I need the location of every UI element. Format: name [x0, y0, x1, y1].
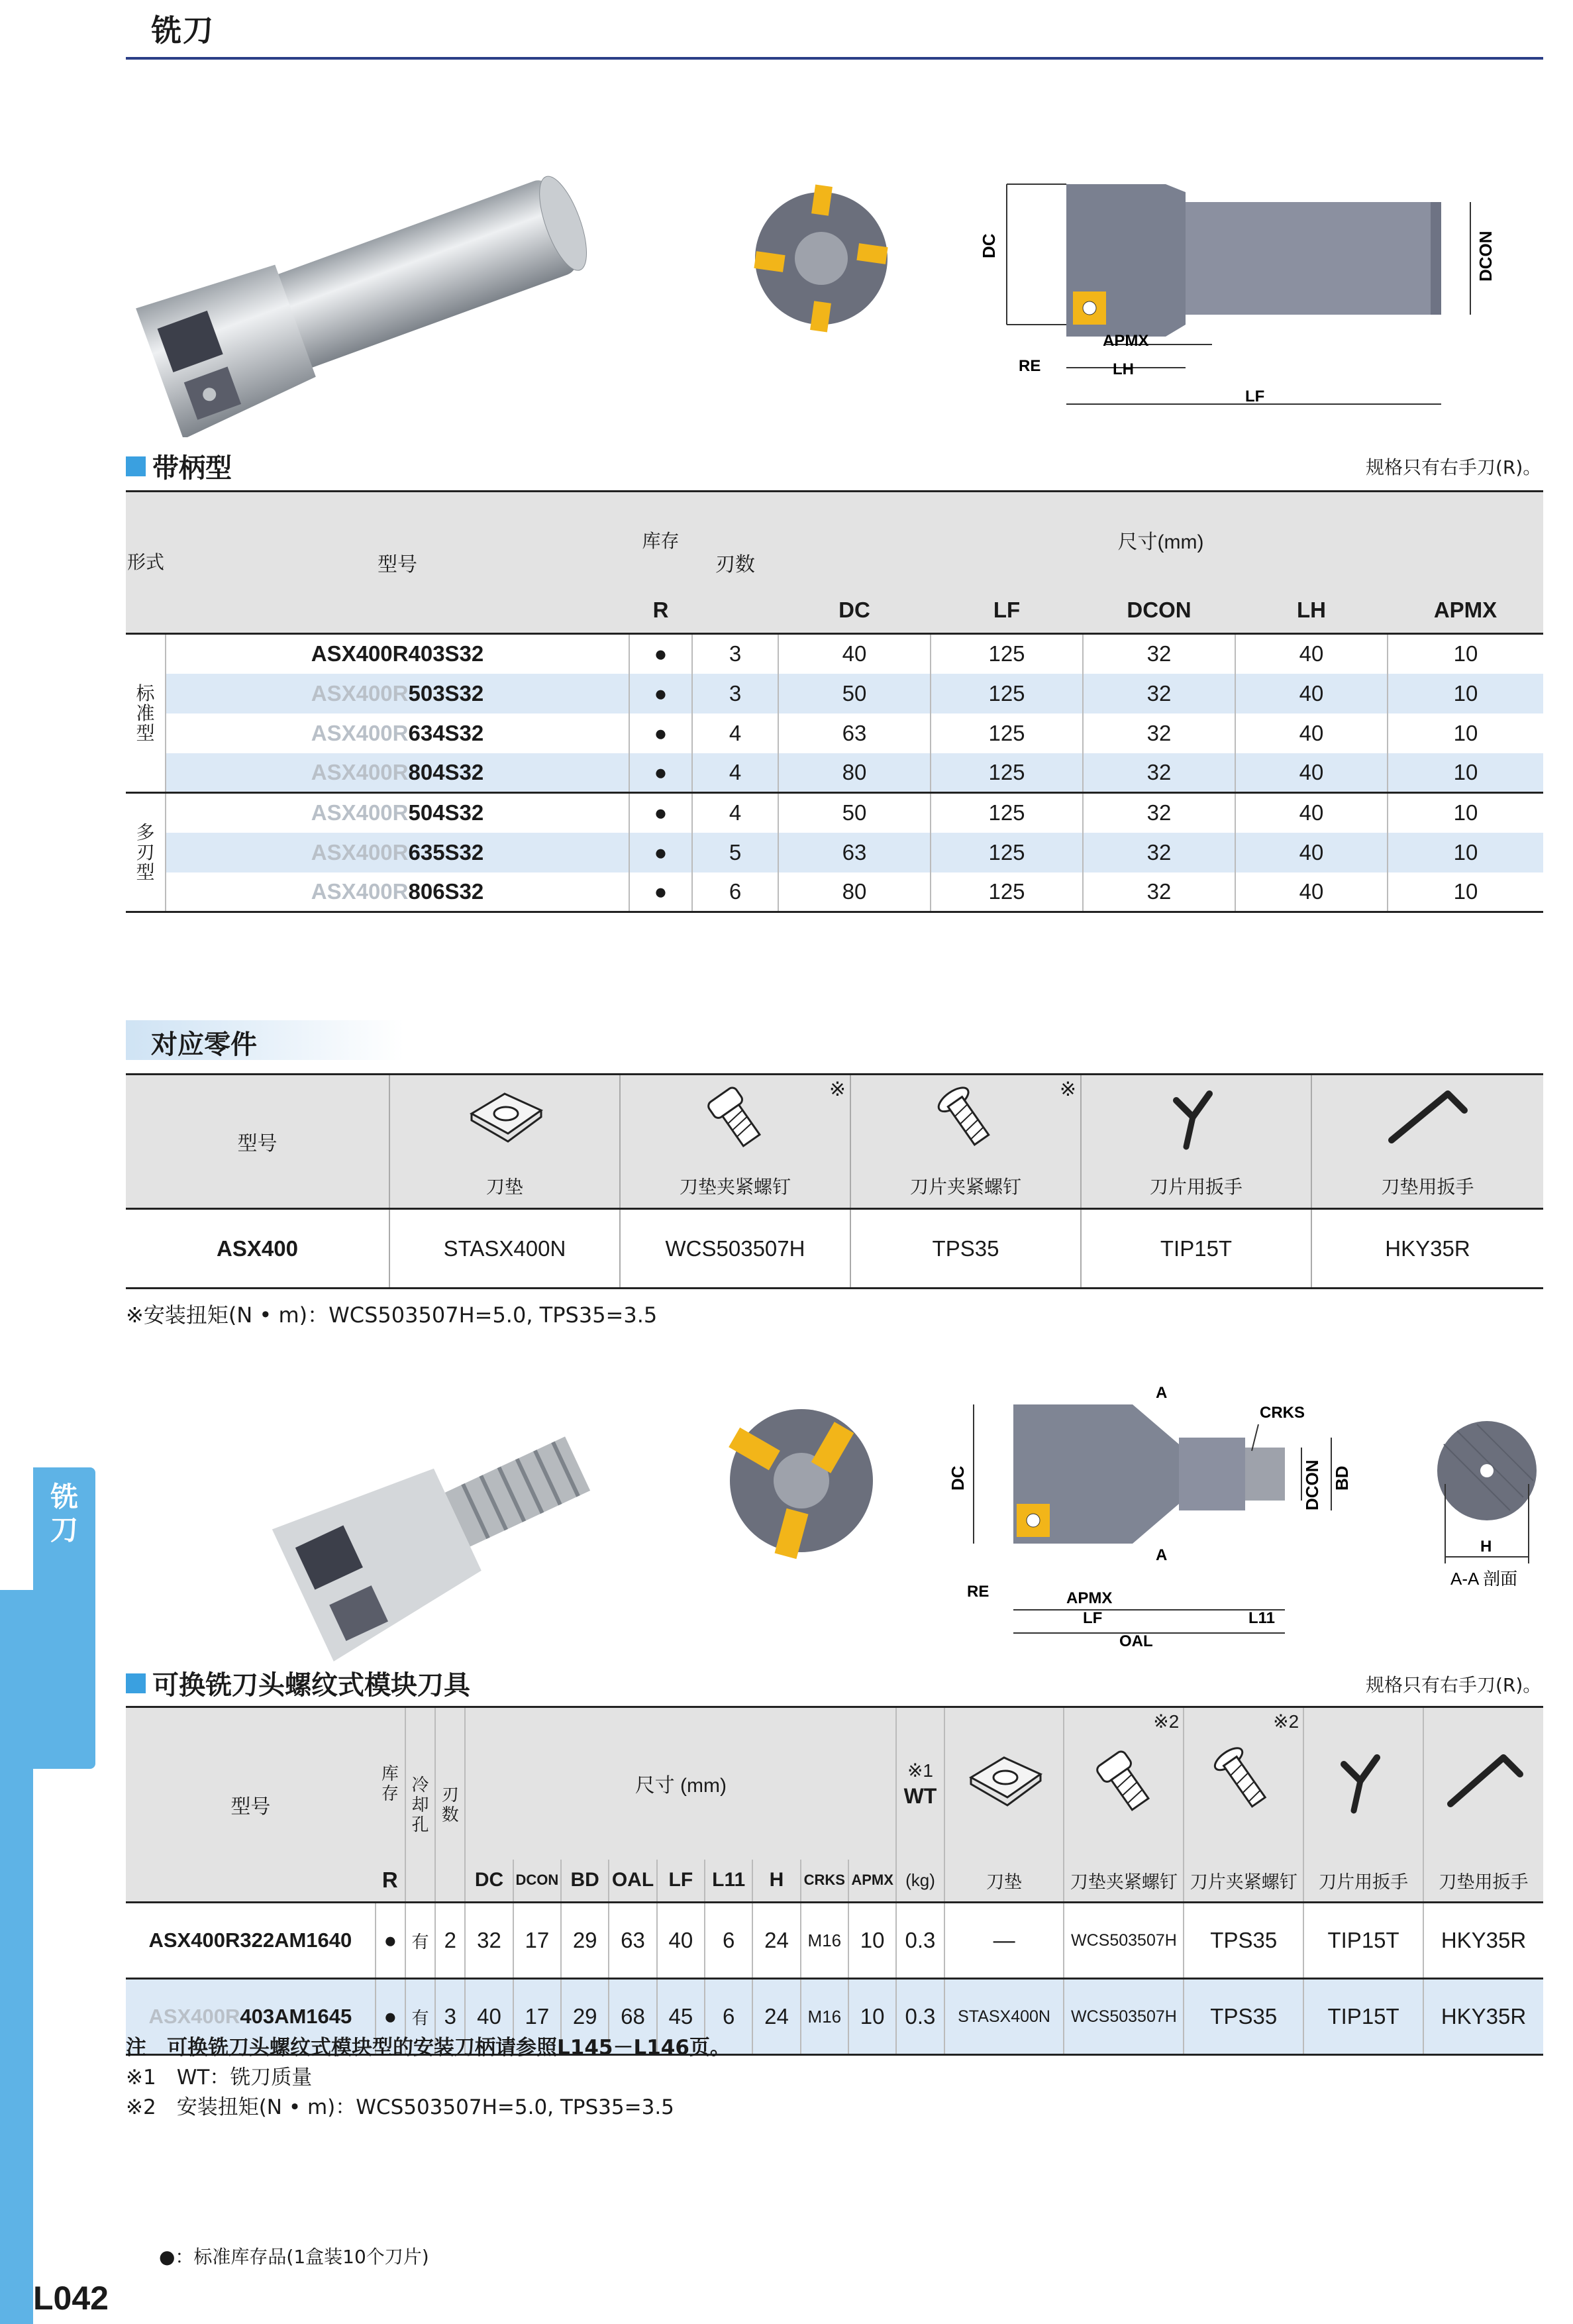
part-cell: WCS503507H: [1064, 1903, 1184, 1979]
model-cell: [166, 872, 629, 912]
coolant-cell: 有: [405, 1979, 435, 2055]
col-dc: DC: [778, 588, 931, 634]
parts-value-insert-wrench: TIP15T: [1081, 1209, 1311, 1289]
col-l11: L11: [705, 1860, 752, 1903]
col-stock: 库存: [376, 1707, 405, 1860]
col-wt: WT: [903, 1784, 937, 1809]
form-group-label: 多刃型: [126, 793, 166, 912]
dim-label-a-bottom: A: [1156, 1546, 1168, 1564]
model-suffix: 403AM1645: [240, 2005, 352, 2028]
col-part: 刀垫: [944, 1860, 1064, 1903]
flutes-cell: 4: [692, 793, 778, 833]
size-cell: 10: [1388, 872, 1543, 912]
section3-title: 可换铣刀头螺纹式模块刀具: [126, 1664, 470, 1702]
modular-end-view: [722, 1398, 881, 1563]
size-cell: 32: [1083, 753, 1235, 793]
parts-value-insert-screw: TPS35: [850, 1209, 1081, 1289]
size-cell: 125: [931, 793, 1083, 833]
section3-note: 规格只有右手刀(R)。: [1366, 1674, 1542, 1696]
model-cell: [166, 634, 629, 674]
col-part: 刀垫夹紧螺钉: [1064, 1860, 1184, 1903]
stock-dot: ●: [629, 713, 692, 753]
size-cell: 40: [778, 634, 931, 674]
model-cell: [126, 1903, 376, 1979]
table-row: [126, 634, 1543, 674]
insert-wrench-icon: [1081, 1075, 1311, 1164]
size-cell: 63: [609, 1903, 656, 1979]
shim-wrench-icon: [1311, 1075, 1543, 1164]
note-wt: ※1 WT：铣刀质量: [126, 2066, 313, 2089]
col-h: H: [752, 1860, 800, 1903]
part-cell: STASX400N: [944, 1979, 1064, 2055]
model-suffix: 634S32: [408, 720, 484, 745]
part-cell: TIP15T: [1303, 1979, 1423, 2055]
parts-col-shim-screw: 刀垫夹紧螺钉: [620, 1164, 850, 1209]
size-cell: 125: [931, 753, 1083, 793]
weight-cell: 0.3: [896, 1979, 944, 2055]
model-cell: [166, 674, 629, 713]
size-cell: 10: [1388, 713, 1543, 753]
col-lf: LF: [657, 1860, 705, 1903]
section1-title: 带柄型: [126, 447, 232, 485]
dim-label-h: H: [1480, 1538, 1492, 1556]
size-cell: 125: [931, 872, 1083, 912]
modular-dimension-drawing: [934, 1371, 1384, 1650]
dim-label-dcon: DCON: [1476, 231, 1496, 282]
shim-wrench-icon: [1423, 1707, 1543, 1860]
stock-dot: ●: [629, 833, 692, 872]
size-cell: 32: [1083, 793, 1235, 833]
model-prefix: ASX400R: [311, 759, 409, 784]
col-dcon: DCON: [513, 1860, 561, 1903]
stock-dot: ●: [629, 634, 692, 674]
side-tab-stripe: [0, 1590, 33, 2324]
col-lh: LH: [1235, 588, 1388, 634]
model-prefix: ASX400R: [311, 680, 409, 706]
model-prefix: ASX400R: [311, 641, 409, 666]
col-dcon: DCON: [1083, 588, 1235, 634]
col-part: 刀垫用扳手: [1423, 1860, 1543, 1903]
model-suffix: 635S32: [408, 839, 484, 865]
model-cell: [166, 753, 629, 793]
col-stock: 库存: [629, 492, 692, 588]
flutes-cell: 4: [692, 753, 778, 793]
col-wt-unit: (kg): [896, 1860, 944, 1903]
size-cell: 10: [1388, 634, 1543, 674]
model-prefix: ASX400R: [311, 800, 409, 825]
modular-head-photo: [265, 1404, 623, 1669]
col-stock-r: R: [376, 1860, 405, 1903]
part-cell: —: [944, 1903, 1064, 1979]
col-size: 尺寸(mm): [778, 492, 1543, 588]
side-tab-text: 铣刀: [50, 1481, 78, 1546]
section1-note: 规格只有右手刀(R)。: [1366, 456, 1542, 478]
flutes-cell: 3: [692, 634, 778, 674]
insert-wrench-icon: [1303, 1707, 1423, 1860]
stock-legend: ●：标准库存品(1盒装10个刀片): [159, 2246, 429, 2268]
size-cell: 6: [705, 1903, 752, 1979]
size-cell: 29: [561, 1903, 609, 1979]
cutter-end-view: [748, 179, 894, 338]
flutes-cell: 5: [692, 833, 778, 872]
size-cell: 40: [1235, 793, 1388, 833]
shim-screw-icon: ※2: [1064, 1707, 1184, 1860]
shank-type-table: [126, 490, 1543, 913]
part-cell: WCS503507H: [1064, 1979, 1184, 2055]
parts-col-model: 型号: [126, 1075, 389, 1209]
col-coolant: 冷却孔: [405, 1707, 435, 1903]
parts-value-shim-screw: WCS503507H: [620, 1209, 850, 1289]
size-cell: 45: [657, 1979, 705, 2055]
dim-label-lf: LF: [1245, 388, 1265, 405]
size-cell: M16: [801, 1903, 848, 1979]
size-cell: 80: [778, 753, 931, 793]
dim-label-re: RE: [967, 1583, 989, 1601]
size-cell: 125: [931, 674, 1083, 713]
table-row: [126, 1209, 1543, 1289]
shim-icon: [389, 1075, 620, 1164]
model-cell: [166, 833, 629, 872]
weight-cell: 0.3: [896, 1903, 944, 1979]
section-marker: [126, 456, 146, 476]
form-group-label: 标准型: [126, 634, 166, 793]
note-holder: 注 可换铣刀头螺纹式模块型的安装刀柄请参照L145－L146页。: [126, 2036, 731, 2060]
size-cell: 40: [465, 1979, 513, 2055]
model-prefix: ASX400R: [148, 2005, 240, 2028]
col-model: 型号: [126, 1707, 376, 1903]
col-flutes: 刃数: [435, 1707, 465, 1903]
size-cell: 10: [848, 1903, 896, 1979]
section2-title: 对应零件: [151, 1030, 257, 1060]
flutes-cell: 3: [692, 674, 778, 713]
page-number: L042: [33, 2280, 109, 2317]
col-form: 形式: [126, 492, 166, 634]
section-aa-drawing: [1431, 1404, 1550, 1650]
size-cell: 24: [752, 1903, 800, 1979]
col-part: 刀片用扳手: [1303, 1860, 1423, 1903]
part-cell: TPS35: [1184, 1903, 1303, 1979]
size-cell: 40: [1235, 713, 1388, 753]
model-prefix: ASX400R: [311, 878, 409, 904]
col-wt-cell: [896, 1707, 944, 1860]
col-part: 刀片夹紧螺钉: [1184, 1860, 1303, 1903]
parts-value-shim-wrench: HKY35R: [1311, 1209, 1543, 1289]
header-rule: [126, 57, 1543, 60]
model-prefix: ASX400R: [311, 839, 409, 865]
flutes-cell: 2: [435, 1903, 465, 1979]
part-cell: TIP15T: [1303, 1903, 1423, 1979]
size-cell: 6: [705, 1979, 752, 2055]
dim-label-apmx: APMX: [1066, 1589, 1113, 1607]
model-suffix: 804S32: [408, 759, 484, 784]
parts-col-shim-wrench: 刀垫用扳手: [1311, 1164, 1543, 1209]
size-cell: 10: [1388, 793, 1543, 833]
dim-label-lf: LF: [1083, 1609, 1103, 1627]
stock-dot: ●: [629, 753, 692, 793]
col-bd: BD: [561, 1860, 609, 1903]
parts-footnote: ※安装扭矩(N • m)：WCS503507H=5.0, TPS35=3.5: [126, 1302, 658, 1328]
model-prefix: ASX400R: [311, 720, 409, 745]
size-cell: 29: [561, 1979, 609, 2055]
shim-screw-icon: ※: [620, 1075, 850, 1164]
col-flutes: 刃数: [692, 492, 778, 634]
size-cell: 40: [1235, 674, 1388, 713]
col-apmx: APMX: [848, 1860, 896, 1903]
note-torque: ※2 安装扭矩(N • m)：WCS503507H=5.0, TPS35=3.5: [126, 2095, 674, 2119]
size-cell: M16: [801, 1979, 848, 2055]
parts-model: ASX400: [217, 1236, 298, 1261]
col-dc: DC: [465, 1860, 513, 1903]
col-crks: CRKS: [801, 1860, 848, 1903]
section-aa-label: A-A 剖面: [1450, 1569, 1518, 1589]
size-cell: 40: [1235, 634, 1388, 674]
model-cell: [166, 713, 629, 753]
size-cell: 125: [931, 634, 1083, 674]
size-cell: 17: [513, 1903, 561, 1979]
dim-label-oal: OAL: [1119, 1632, 1153, 1650]
size-cell: 50: [778, 674, 931, 713]
model-suffix: 403S32: [408, 641, 484, 666]
size-cell: 10: [1388, 753, 1543, 793]
model-suffix: 504S32: [408, 800, 484, 825]
size-cell: 68: [609, 1979, 656, 2055]
col-lf: LF: [931, 588, 1083, 634]
coolant-cell: 有: [405, 1903, 435, 1979]
size-cell: 32: [1083, 713, 1235, 753]
insert-screw-icon: ※2: [1184, 1707, 1303, 1860]
shank-cutter-dimension-drawing: [967, 166, 1517, 417]
model-cell: [166, 793, 629, 833]
flutes-cell: 4: [692, 713, 778, 753]
dim-label-bd: BD: [1332, 1465, 1352, 1491]
size-cell: 10: [848, 1979, 896, 2055]
col-model: 型号: [166, 492, 629, 634]
table-row: [126, 674, 1543, 713]
table-row: [126, 1903, 1543, 1979]
size-cell: 10: [1388, 674, 1543, 713]
size-cell: 125: [931, 713, 1083, 753]
size-cell: 17: [513, 1979, 561, 2055]
stock-dot: ●: [629, 674, 692, 713]
shank-cutter-photo: [119, 159, 596, 437]
dim-label-dc: DC: [948, 1465, 968, 1491]
size-cell: 24: [752, 1979, 800, 2055]
parts-value-shim: STASX400N: [389, 1209, 620, 1289]
model-prefix: ASX400R: [148, 1928, 240, 1952]
dim-label-dcon: DCON: [1302, 1459, 1322, 1510]
flutes-cell: 6: [692, 872, 778, 912]
part-cell: HKY35R: [1423, 1903, 1543, 1979]
col-oal: OAL: [609, 1860, 656, 1903]
parts-table: [126, 1073, 1543, 1289]
modular-table: [126, 1706, 1543, 2056]
page-title: 铣刀: [151, 13, 215, 48]
table-row: [126, 793, 1543, 833]
flutes-cell: 3: [435, 1979, 465, 2055]
size-cell: 40: [1235, 872, 1388, 912]
table-row: [126, 753, 1543, 793]
dim-label-crks: CRKS: [1260, 1404, 1305, 1422]
size-cell: 40: [657, 1903, 705, 1979]
dim-label-lh: LH: [1113, 360, 1134, 378]
dim-label-re: RE: [1019, 357, 1041, 375]
stock-dot: ●: [629, 793, 692, 833]
part-cell: HKY35R: [1423, 1979, 1543, 2055]
dim-label-apmx: APMX: [1103, 332, 1149, 350]
size-cell: 32: [1083, 674, 1235, 713]
size-cell: 10: [1388, 833, 1543, 872]
size-cell: 63: [778, 713, 931, 753]
stock-dot: ●: [376, 1903, 405, 1979]
size-cell: 40: [1235, 833, 1388, 872]
parts-col-insert-wrench: 刀片用扳手: [1081, 1164, 1311, 1209]
parts-col-insert-screw: 刀片夹紧螺钉: [850, 1164, 1081, 1209]
insert-screw-icon: ※: [850, 1075, 1081, 1164]
col-size: 尺寸 (mm): [465, 1707, 896, 1860]
size-cell: 32: [1083, 872, 1235, 912]
col-apmx: APMX: [1388, 588, 1543, 634]
part-cell: TPS35: [1184, 1979, 1303, 2055]
dim-label-a-top: A: [1156, 1384, 1168, 1402]
size-cell: 63: [778, 833, 931, 872]
side-tab-label: [40, 1481, 89, 1547]
stock-dot: ●: [376, 1979, 405, 2055]
model-suffix: 503S32: [408, 680, 484, 706]
shim-icon: [944, 1707, 1064, 1860]
size-cell: 32: [1083, 634, 1235, 674]
model-suffix: 322AM1640: [240, 1928, 352, 1952]
dim-label-dc: DC: [979, 233, 999, 258]
parts-col-shim: 刀垫: [389, 1164, 620, 1209]
section-marker: [126, 1673, 146, 1693]
stock-dot: ●: [629, 872, 692, 912]
table-row: [126, 713, 1543, 753]
size-cell: 125: [931, 833, 1083, 872]
col-stock-r: R: [629, 588, 692, 634]
table-row: [126, 872, 1543, 912]
size-cell: 32: [1083, 833, 1235, 872]
size-cell: 40: [1235, 753, 1388, 793]
table-row: [126, 833, 1543, 872]
size-cell: 80: [778, 872, 931, 912]
dim-label-l11: L11: [1248, 1609, 1276, 1627]
model-suffix: 806S32: [408, 878, 484, 904]
col-wt-mark: ※1: [907, 1760, 933, 1781]
size-cell: 50: [778, 793, 931, 833]
size-cell: 32: [465, 1903, 513, 1979]
